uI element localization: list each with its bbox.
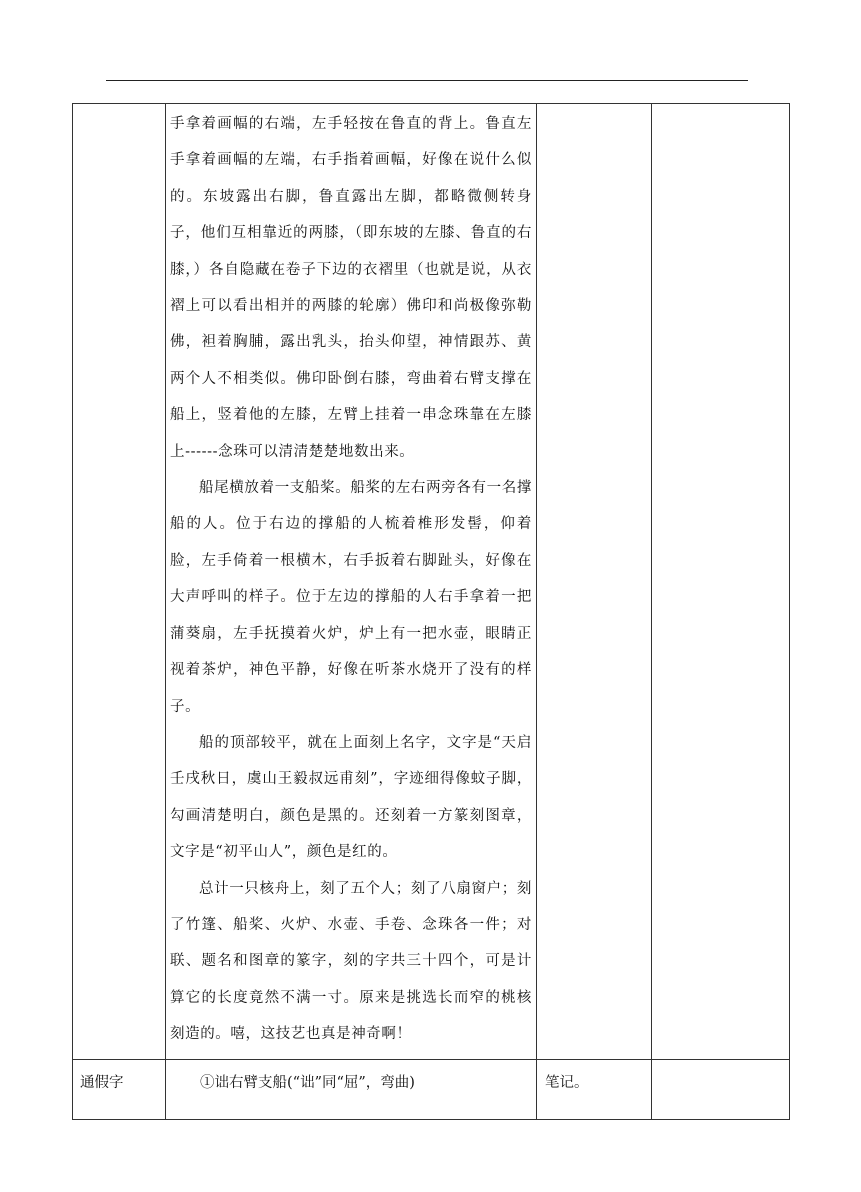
table-row: [73, 104, 790, 1060]
empty-cell: [652, 1059, 790, 1119]
empty-cell: [537, 104, 652, 1060]
tongjiazi-content: ①诎右臂支船(“诎”同“屈”，弯曲): [166, 1059, 537, 1119]
lesson-table: [72, 103, 790, 1120]
table-row: [73, 1059, 790, 1119]
passage-paragraph: 船尾横放着一支船桨。船桨的左右两旁各有一名撑船的人。位于右边的撑船的人梳着椎形发髻，仰着脸，左手倚着一根横木，右手扳着右脚趾头，好像在大声呼叫的样子。位于左边的撑船的人右手拿着一把蒲葵扇，左手抚摸着火炉，炉上有一把水壶，眼睛正视着茶炉，神色平静，好像在听茶水烧开了没有的样子。: [170, 480, 532, 715]
empty-cell: [652, 104, 790, 1060]
passage-cell: [166, 104, 537, 1060]
header-rule: [106, 80, 748, 81]
row-label: 通假字: [73, 1059, 166, 1119]
passage-paragraph: 船的顶部较平，就在上面刻上名字，文字是“天启壬戌秋日，虞山王毅叔远甫刻”，字迹细得像蚊子脚，勾画清楚明白，颜色是黑的。还刻着一方篆刻图章，文字是“初平山人”，颜色是红的。: [170, 734, 532, 861]
passage-paragraph: 手拿着画幅的右端，左手轻按在鲁直的背上。鲁直左手拿着画幅的左端，右手指着画幅，好像在说什么似的。东坡露出右脚，鲁直露出左脚，都略微侧转身子，他们互相靠近的两膝，（即东坡的左膝、鲁直的右膝，）各自隐藏在卷子下边的衣褶里（也就是说，从衣褶上可以看出相并的两膝的轮廓）佛印和尚极像弥勒佛，袒着胸脯，露出乳头，抬头仰望，神情跟苏、黄两个人不相类似。佛印卧倒右膝，弯曲着右臂支撑在船上，竖着他的左膝，左臂上挂着一串念珠靠在左膝上------念珠可以清清楚楚地数出来。: [170, 116, 532, 460]
note-cell: 笔记。: [537, 1059, 652, 1119]
passage-paragraph: 总计一只核舟上，刻了五个人；刻了八扇窗户；刻了竹篷、船桨、火炉、水壶、手卷、念珠各一件；对联、题名和图章的篆字，刻的字共三十四个，可是计算它的长度竟然不满一寸。原来是挑选长而窄的桃核刻造的。嘻，这技艺也真是神奇啊！: [170, 880, 532, 1043]
empty-cell: [73, 104, 166, 1060]
passage-text: [166, 104, 536, 1059]
